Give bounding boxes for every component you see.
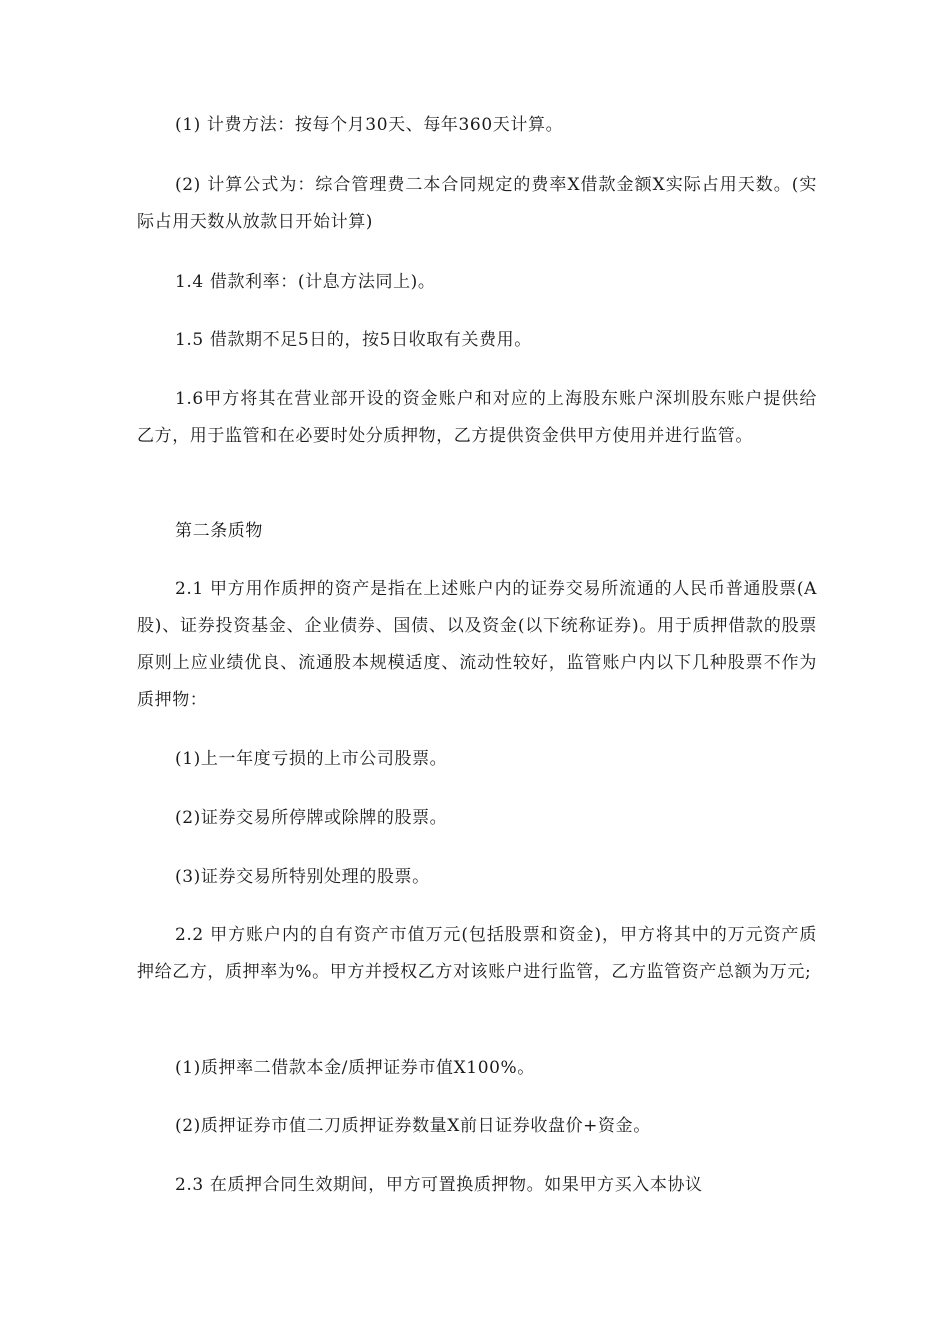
paragraph-2-3: 2.3 在质押合同生效期间，甲方可置换质押物。如果甲方买入本协议 [175,1175,703,1195]
paragraph-1-6: 1.6甲方将其在营业部开设的资金账户和对应的上海股东账户深圳股东账户提供给乙方，用于监管和在必要时处分质押物，乙方提供资金供甲方使用并进行监管。 [137,389,817,446]
list-item-exclusion-2: (2)证券交易所停牌或除牌的股票。 [175,808,448,828]
formula-pledge-rate: (1)质押率二借款本金/质押证券市值X100%。 [175,1058,535,1078]
paragraph-fee-formula: (2) 计算公式为：综合管理费二本合同规定的费率X借款金额X实际占用天数。(实际占用天数从放款日开始计算) [137,175,817,232]
paragraph-1-5: 1.5 借款期不足5日的，按5日收取有关费用。 [175,330,532,350]
paragraph-1-4: 1.4 借款利率：(计息方法同上)。 [175,272,436,292]
paragraph-2-2: 2.2 甲方账户内的自有资产市值万元(包括股票和资金)，甲方将其中的万元资产质押给乙方，质押率为%。甲方并授权乙方对该账户进行监管，乙方监管资产总额为万元; [137,925,817,982]
list-item-exclusion-1: (1)上一年度亏损的上市公司股票。 [175,749,448,769]
section-heading-article-2: 第二条质物 [175,521,263,541]
paragraph-fee-method: (1) 计费方法：按每个月30天、每年360天计算。 [175,115,564,135]
list-item-exclusion-3: (3)证券交易所特别处理的股票。 [175,867,430,887]
paragraph-2-1: 2.1 甲方用作质押的资产是指在上述账户内的证券交易所流通的人民币普通股票(A股)、证券投资基金、企业债券、国债、以及资金(以下统称证券)。用于质押借款的股票原则上应业绩优良、流通股本规模适度、流动性较好，监管账户内以下几种股票不作为质押物： [137,579,817,710]
formula-pledge-value: (2)质押证券市值二刀质押证券数量X前日证券收盘价+资金。 [175,1116,651,1136]
